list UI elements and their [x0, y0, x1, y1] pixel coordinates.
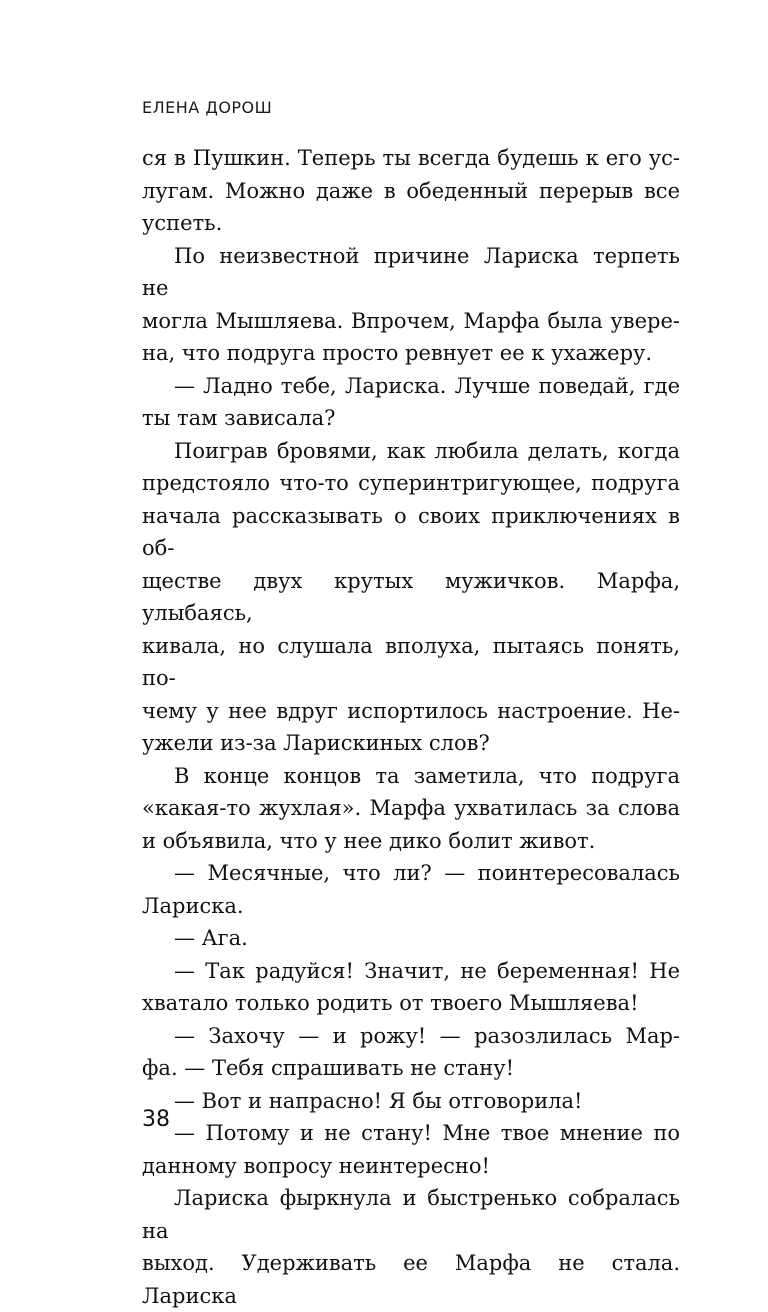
text-line: ты там зависала?: [142, 406, 336, 430]
running-head-author: ЕЛЕНА ДОРОШ: [142, 98, 273, 117]
text-line: — Потому и не стану! Мне твое мнение по: [174, 1121, 680, 1145]
text-line: начала рассказывать о своих приключениях в об-: [142, 503, 680, 560]
paragraph: [142, 1182, 680, 1312]
paragraph: [142, 857, 680, 922]
text-line: Лариска фыркнула и быстренько собралась на: [142, 1186, 680, 1243]
text-line: — Захочу — и рожу! — разозлилась Мар-: [174, 1023, 680, 1048]
paragraph: [142, 370, 680, 435]
paragraph: [142, 435, 680, 760]
page-number: 38: [142, 1107, 170, 1132]
text-line: По неизвестной причине Лариска терпеть не: [142, 243, 680, 300]
text-line: — Вот и напрасно! Я бы отговорила!: [174, 1088, 583, 1113]
paragraph: [142, 240, 680, 370]
text-line: предстояло что-то суперинтригующее, подруга: [142, 471, 680, 495]
paragraph: [142, 142, 680, 240]
paragraph: [142, 955, 680, 1020]
body-text: [142, 142, 680, 1312]
text-line: успеть.: [142, 211, 223, 235]
text-line: и объявила, что у нее дико болит живот.: [142, 828, 596, 853]
text-line: ся в Пушкин. Теперь ты всегда будешь к его ус-: [142, 146, 680, 170]
text-line: ужели из-за Ларискиных слов?: [142, 731, 490, 755]
text-line: «какая-то жухлая». Марфа ухватилась за слова: [142, 796, 680, 820]
text-line: хватало только родить от твоего Мышляева!: [142, 991, 639, 1015]
text-line: — Ладно тебе, Лариска. Лучше поведай, где: [174, 373, 680, 398]
text-line: на, что подруга просто ревнует ее к ухажеру.: [142, 341, 653, 365]
text-line: ществе двух крутых мужичков. Марфа, улыбаясь,: [142, 568, 680, 625]
paragraph: [142, 760, 680, 858]
text-line: могла Мышляева. Впрочем, Марфа была увере-: [142, 308, 680, 333]
text-line: чему у нее вдруг испортилось настроение. Не-: [142, 698, 680, 723]
paragraph: [142, 1085, 680, 1118]
text-line: В конце концов та заметила, что подруга: [174, 763, 680, 788]
text-line: кивала, но слушала вполуха, пытаясь понять, по-: [142, 633, 680, 690]
text-line: — Так радуйся! Значит, не беременная! Не: [174, 958, 680, 983]
text-line: выход. Удерживать ее Марфа не стала. Лариска: [142, 1251, 680, 1308]
text-line: — Месячные, что ли? — поинтересовалась: [174, 861, 680, 885]
paragraph: [142, 1117, 680, 1182]
paragraph: [142, 922, 680, 955]
text-line: — Ага.: [174, 926, 248, 950]
text-line: фа. — Тебя спрашивать не стану!: [142, 1056, 515, 1080]
text-line: Лариска.: [142, 893, 244, 918]
text-line: данному вопросу неинтересно!: [142, 1153, 490, 1178]
text-line: Поиграв бровями, как любила делать, когда: [174, 438, 680, 463]
paragraph: [142, 1020, 680, 1085]
text-line: лугам. Можно даже в обеденный перерыв все: [142, 178, 680, 203]
